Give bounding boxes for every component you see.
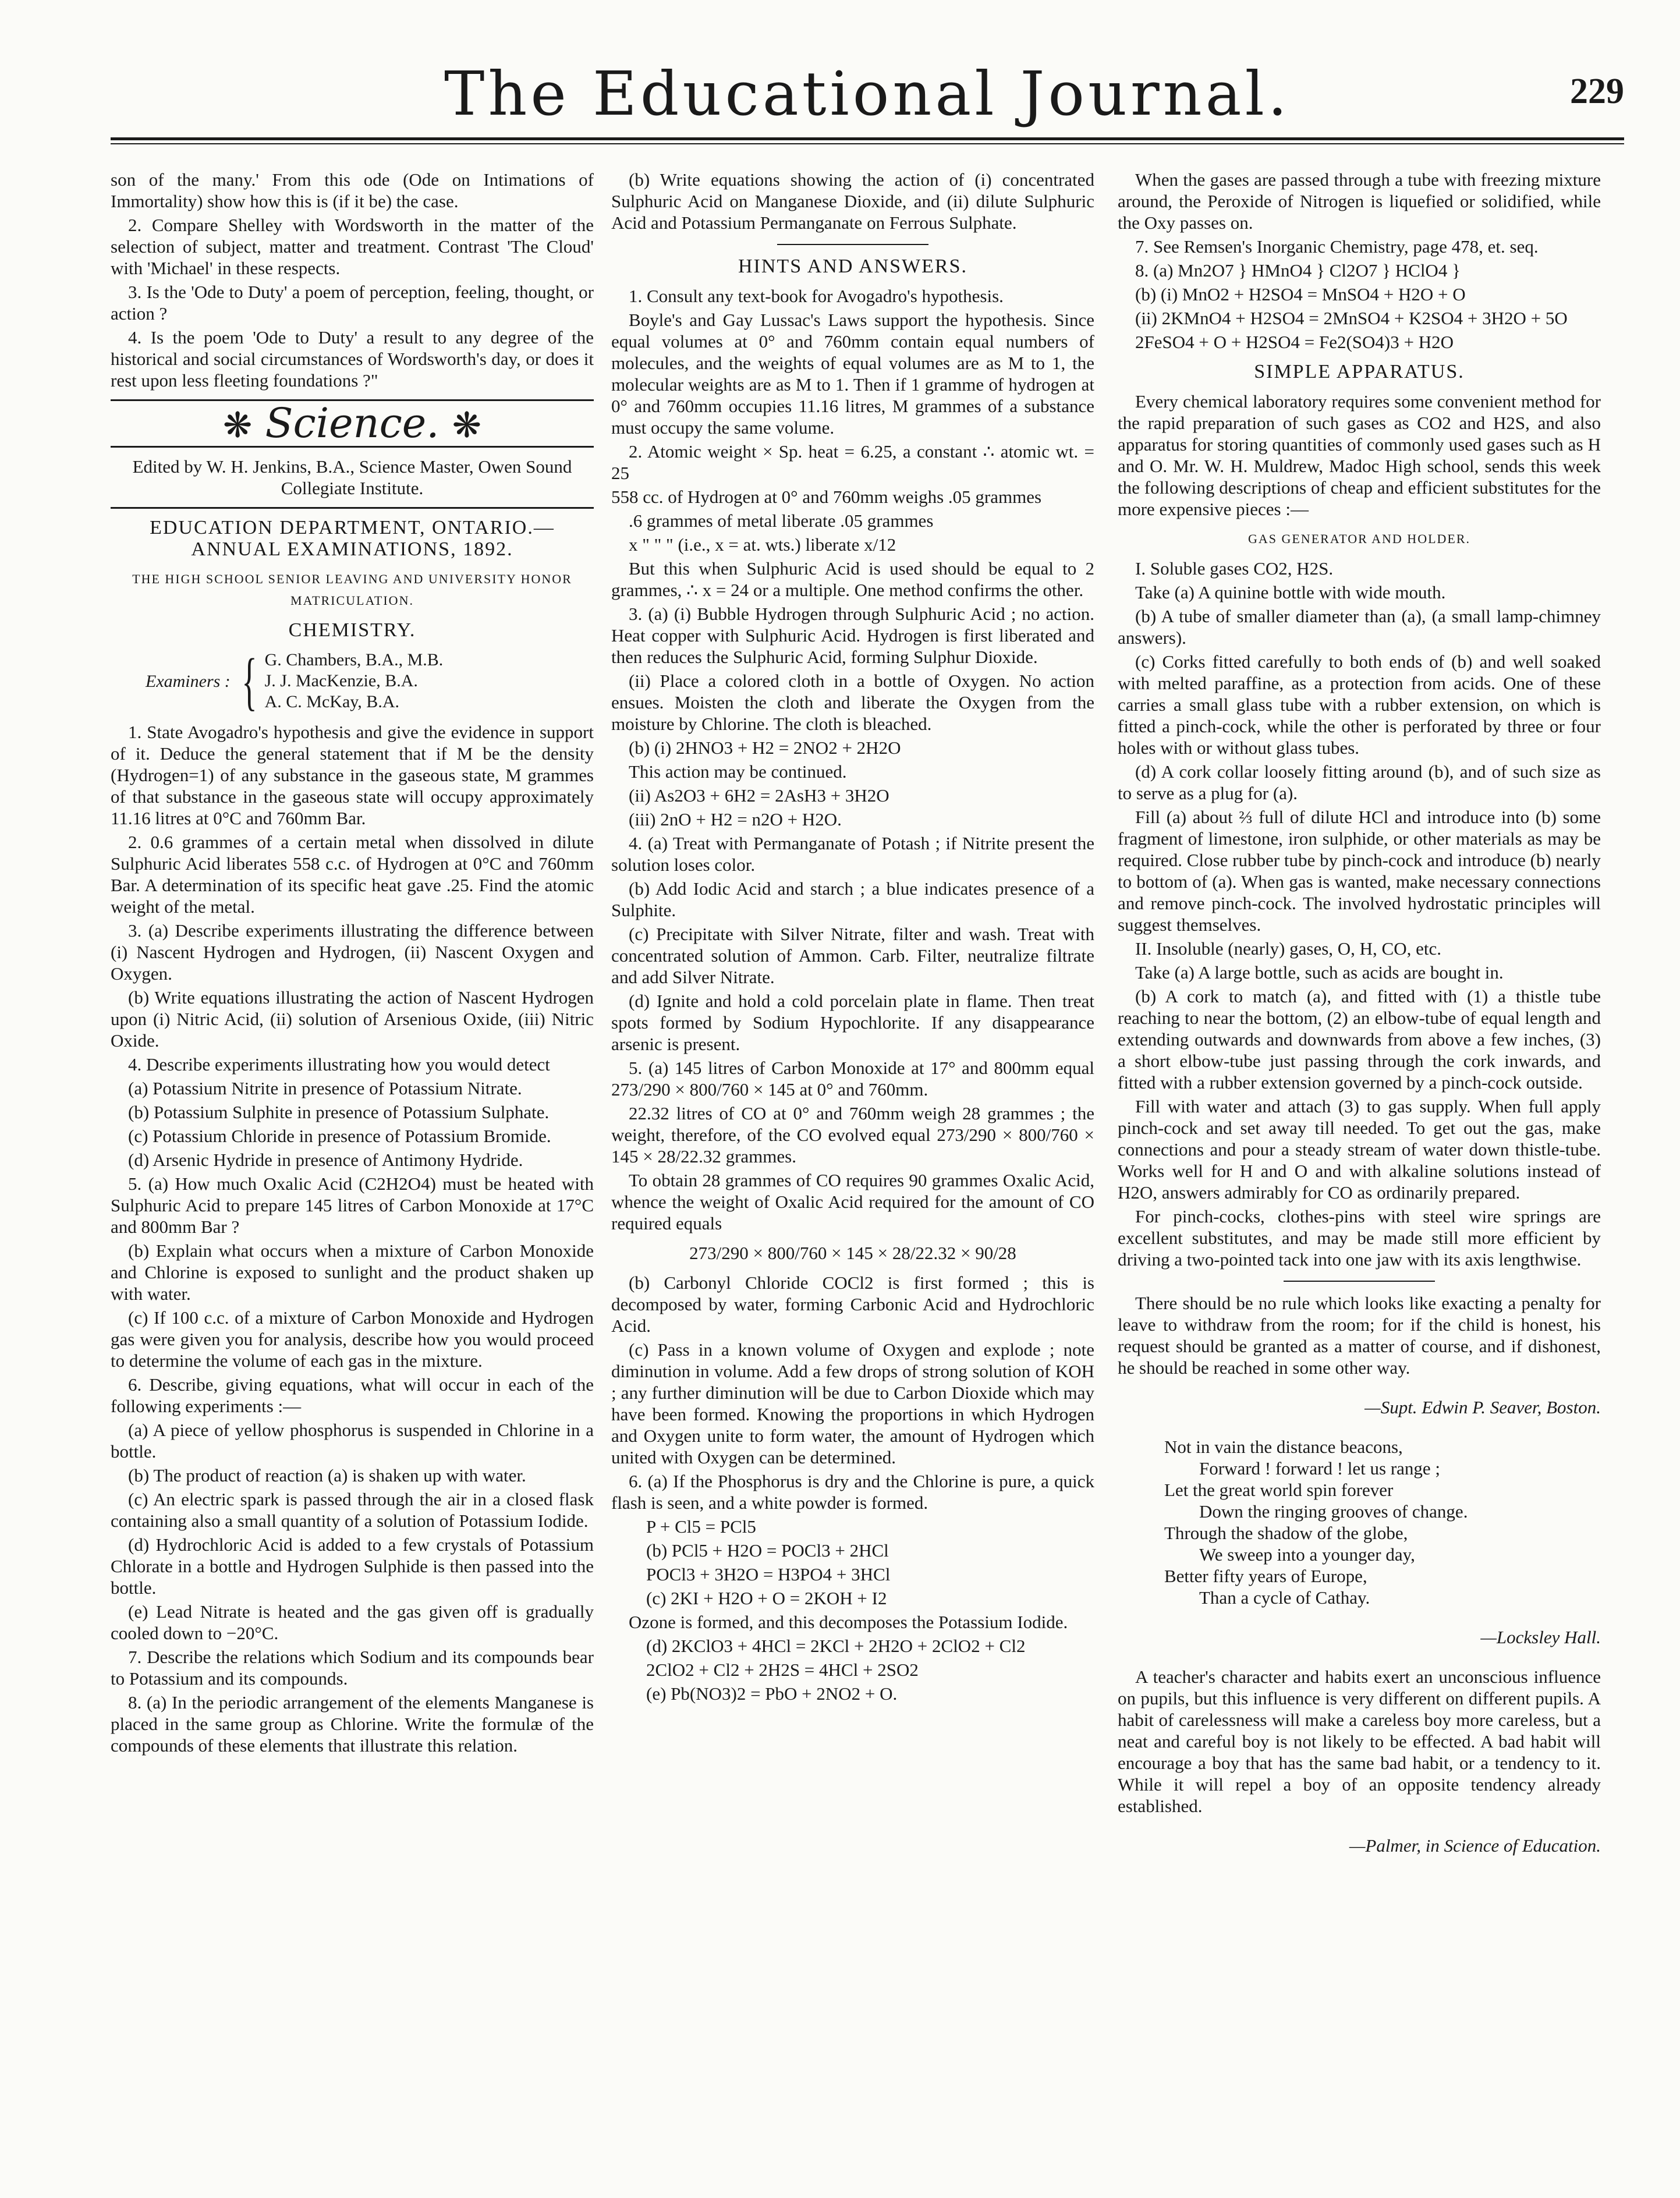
answer: 6. (a) If the Phosphorus is dry and the Chlorine is pure, a quick flash is seen, and a white powder is formed. bbox=[611, 1471, 1094, 1513]
section-divider bbox=[111, 507, 594, 509]
question: 7. Describe the relations which Sodium and its compounds bear to Potassium and its compounds. bbox=[111, 1647, 594, 1689]
paragraph: 4. Is the poem 'Ode to Duty' a result to any degree of the historical and social circumstances of Wordsworth's day, or does it rest upon less fleeting foundations ?" bbox=[111, 327, 594, 391]
answer: To obtain 28 grammes of CO requires 90 grammes Oxalic Acid, whence the weight of Oxalic Acid required for the amount of CO required equals bbox=[611, 1170, 1094, 1233]
examiner: J. J. MacKenzie, B.A. bbox=[264, 671, 418, 690]
question: (d) Arsenic Hydride in presence of Antimony Hydride. bbox=[128, 1150, 523, 1170]
paragraph: Take (a) A quinine bottle with wide mouth. bbox=[1135, 582, 1446, 602]
brace-icon: { bbox=[242, 646, 257, 717]
equation: (b) (i) 2HNO3 + H2 = 2NO2 + 2H2O bbox=[629, 738, 901, 758]
answer: x " " " (i.e., x = at. wts.) liberate x/12 bbox=[629, 534, 896, 555]
paragraph: (b) A cork to match (a), and fitted with (1) a thistle tube reaching to near the bottom, (2) an elbow-tube of equal length and extending outwards and downwards from above a few inches, (3) a short elbow-tube just passing through the cork inwards, and fitted with a rubber extension governed by a pinch-cock outside. bbox=[1118, 986, 1601, 1093]
answer: (d) Ignite and hold a cold porcelain plate in flame. Then treat spots formed by Sodium Hypochlorite. If any disappearance arsenic is present. bbox=[611, 991, 1094, 1054]
equation: (d) 2KClO3 + 4HCl = 2KCl + 2H2O + 2ClO2 + Cl2 bbox=[646, 1636, 1026, 1656]
poem-line: Let the great world spin forever bbox=[1164, 1480, 1394, 1500]
gas-generator-heading: GAS GENERATOR AND HOLDER. bbox=[1247, 531, 1471, 546]
question: 4. Describe experiments illustrating how you would detect bbox=[128, 1054, 550, 1075]
chemistry-heading: CHEMISTRY. bbox=[288, 619, 416, 641]
equation: (ii) As2O3 + 6H2 = 2AsH3 + 3H2O bbox=[629, 785, 889, 806]
poem-line: Better fifty years of Europe, bbox=[1164, 1566, 1367, 1586]
answer: Boyle's and Gay Lussac's Laws support the hypothesis. Since equal volumes at 0° and 760mm contain equal numbers of molecules, and the weights of equal volumes are as M to 1, the molecular weights are as M to 1. Then if 1 gramme of hydrogen at 0° and 760mm occupies 11.16 litres, M grammes of a substance must occupy the same volume. bbox=[611, 310, 1094, 438]
poem-line: Forward ! forward ! let us range ; bbox=[1199, 1458, 1441, 1479]
column-1 bbox=[111, 169, 594, 1759]
equation: 273/290 × 800/760 × 145 × 28/22.32 × 90/28 bbox=[689, 1243, 1016, 1263]
equation: POCl3 + 3H2O = H3PO4 + 3HCl bbox=[646, 1564, 891, 1584]
question: (c) An electric spark is passed through the air in a closed flask containing also a small quantity of a solution of Potassium Iodide. bbox=[111, 1489, 594, 1531]
column-3 bbox=[1118, 169, 1601, 1874]
equation: (b) (i) MnO2 + H2SO4 = MnSO4 + H2O + O bbox=[1135, 284, 1466, 304]
equation: 2ClO2 + Cl2 + 2H2S = 4HCl + 2SO2 bbox=[646, 1660, 919, 1680]
quote-attribution: —Supt. Edwin P. Seaver, Boston. bbox=[1364, 1397, 1601, 1417]
paragraph: When the gases are passed through a tube with freezing mixture around, the Peroxide of Nitrogen is liquefied or solidified, while the Oxy passes on. bbox=[1118, 169, 1601, 233]
paragraph: 3. Is the 'Ode to Duty' a poem of perception, feeling, thought, or action ? bbox=[111, 282, 594, 324]
divider bbox=[1284, 1281, 1435, 1282]
asterism-icon: ❋ bbox=[222, 405, 253, 446]
examiners-block bbox=[146, 646, 594, 717]
answer: (b) Add Iodic Acid and starch ; a blue indicates presence of a Sulphite. bbox=[611, 878, 1094, 920]
department-heading: EDUCATION DEPARTMENT, ONTARIO.— ANNUAL EXAMINATIONS, 1892. bbox=[150, 517, 555, 560]
answer: This action may be continued. bbox=[629, 761, 847, 782]
masthead bbox=[111, 58, 1624, 134]
question: (a) Potassium Nitrite in presence of Potassium Nitrate. bbox=[128, 1078, 522, 1098]
answer: 558 cc. of Hydrogen at 0° and 760mm weighs .05 grammes bbox=[611, 487, 1042, 507]
paragraph: Every chemical laboratory requires some convenient method for the rapid preparation of such gases as CO2 and H2S, and also apparatus for storing quantities of commonly used gases such as H and O. Mr. W. H. Muldrew, Madoc High school, sends this week the following descriptions of cheap and efficient substitutes for the more expensive pieces :— bbox=[1118, 391, 1601, 519]
examiners-label: Examiners : bbox=[146, 671, 231, 691]
paragraph: (b) A tube of smaller diameter than (a), (a small lamp-chimney answers). bbox=[1118, 606, 1601, 648]
poem-line: Not in vain the distance beacons, bbox=[1164, 1437, 1403, 1457]
question: (b) Potassium Sulphite in presence of Potassium Sulphate. bbox=[128, 1102, 550, 1122]
apparatus-heading: SIMPLE APPARATUS. bbox=[1254, 361, 1465, 382]
poem-line: Than a cycle of Cathay. bbox=[1199, 1587, 1370, 1608]
quote: A teacher's character and habits exert an unconscious influence on pupils, but this influence is very different on different pupils. A habit of carelessness will make a careless boy more careless, but a neat and careful boy is not likely to be effected. A bad habit will encourage a boy that has the same bad habit, or a tendency to it. While it will repel a boy of an opposite tendency already established. bbox=[1118, 1667, 1601, 1816]
paragraph: II. Insoluble (nearly) gases, O, H, CO, etc. bbox=[1135, 938, 1441, 959]
equation: (e) Pb(NO3)2 = PbO + 2NO2 + O. bbox=[646, 1683, 898, 1704]
question: (c) If 100 c.c. of a mixture of Carbon Monoxide and Hydrogen gas were given you for analysis, describe how you would proceed to determine the volume of each gas in the mixture. bbox=[111, 1307, 594, 1371]
hints-heading: HINTS AND ANSWERS. bbox=[738, 256, 967, 277]
question: 2. 0.6 grammes of a certain metal when dissolved in dilute Sulphuric Acid liberates 558 c.c. of Hydrogen at 0°C and 760mm Bar. A determination of its specific heat gave .25. Find the atomic weight of the metal. bbox=[111, 832, 594, 917]
paragraph: Fill (a) about ⅔ full of dilute HCl and introduce into (b) some fragment of limestone, iron sulphide, or other materials as may be required. Close rubber tube by pinch-cock and introduce (b) nearly to bottom of (a). When gas is wanted, make necessary connections and remove pinch-cock. The involved hydrostatic principles will suggest themselves. bbox=[1118, 807, 1601, 935]
examiner: A. C. McKay, B.A. bbox=[264, 692, 399, 711]
science-heading bbox=[111, 399, 594, 447]
examiners-list bbox=[265, 650, 444, 712]
question: (d) Hydrochloric Acid is added to a few crystals of Potassium Chlorate in a bottle and Hydrogen Sulphide is then passed into the bottle. bbox=[111, 1534, 594, 1598]
paragraph: For pinch-cocks, clothes-pins with steel wire springs are excellent substitutes, and may be made still more efficient by driving a two-pointed tack into one jaw with its axis lengthwise. bbox=[1118, 1206, 1601, 1270]
quote: There should be no rule which looks like exacting a penalty for leave to withdraw from the room; for if the child is honest, his request should be granted as a matter of course, and if dishonest, he should be reached in some other way. bbox=[1118, 1293, 1601, 1378]
asterism-icon: ❋ bbox=[452, 405, 482, 446]
question: (e) Lead Nitrate is heated and the gas given off is gradually cooled down to −20°C. bbox=[111, 1601, 594, 1643]
column-2 bbox=[611, 169, 1094, 1707]
question: (a) A piece of yellow phosphorus is suspended in Chlorine in a bottle. bbox=[111, 1420, 594, 1462]
poem-attribution: —Locksley Hall. bbox=[1480, 1627, 1601, 1647]
journal-title: The Educational Journal. bbox=[444, 58, 1291, 129]
poem-line: We sweep into a younger day, bbox=[1199, 1544, 1415, 1565]
poem-line: Down the ringing grooves of change. bbox=[1199, 1501, 1468, 1522]
header-rule-thin bbox=[111, 143, 1624, 144]
answer: .6 grammes of metal liberate .05 grammes bbox=[629, 510, 934, 531]
page-number: 229 bbox=[1570, 72, 1624, 111]
paragraph: son of the many.' From this ode (Ode on Intimations of Immortality) show how this is (if it be) the case. bbox=[111, 169, 594, 211]
paragraph: (d) A cork collar loosely fitting around (b), and of such size as to serve as a plug for (a). bbox=[1118, 761, 1601, 803]
answer: 4. (a) Treat with Permanganate of Potash ; if Nitrite present the solution loses color. bbox=[611, 833, 1094, 875]
answer: Ozone is formed, and this decomposes the Potassium Iodide. bbox=[629, 1612, 1068, 1632]
answer: 2. Atomic weight × Sp. heat = 6.25, a constant ∴ atomic wt. = 25 bbox=[611, 441, 1094, 483]
question: 6. Describe, giving equations, what will occur in each of the following experiments :— bbox=[111, 1374, 594, 1416]
examiner: G. Chambers, B.A., M.B. bbox=[264, 650, 444, 669]
paragraph: (b) Write equations showing the action of (i) concentrated Sulphuric Acid on Manganese Dioxide, and (ii) dilute Sulphuric Acid and Potassium Permanganate on Ferrous Sulphate. bbox=[611, 169, 1094, 233]
science-title: Science. bbox=[265, 399, 440, 447]
answer: 5. (a) 145 litres of Carbon Monoxide at 17° and 800mm equal 273/290 × 800/760 × 145 at 0° and 760mm. bbox=[611, 1058, 1094, 1100]
editor-credit: Edited by W. H. Jenkins, B.A., Science Master, Owen Sound Collegiate Institute. bbox=[132, 456, 572, 498]
equation: (iii) 2nO + H2 = n2O + H2O. bbox=[629, 809, 842, 829]
answer: (ii) Place a colored cloth in a bottle of Oxygen. No action ensues. Moisten the cloth and liberate the Oxygen from the moisture by Chlorine. The cloth is bleached. bbox=[611, 671, 1094, 734]
exam-subheading: THE HIGH SCHOOL SENIOR LEAVING AND UNIVERSITY HONOR MATRICULATION. bbox=[132, 572, 572, 608]
paragraph: 7. See Remsen's Inorganic Chemistry, page 478, et. seq. bbox=[1135, 236, 1539, 257]
question: (b) The product of reaction (a) is shaken up with water. bbox=[128, 1465, 526, 1486]
quote-attribution: —Palmer, in Science of Education. bbox=[1349, 1835, 1601, 1856]
paragraph: Fill with water and attach (3) to gas supply. When full apply pinch-cock and set away till needed. To get out the gas, make connections and pour a steady stream of water down thistle-tube. Works well for H and O and with alkaline solutions instead of H2O, answers admirably for CO as ordinarily prepared. bbox=[1118, 1096, 1601, 1203]
paragraph: Take (a) A large bottle, such as acids are bought in. bbox=[1135, 962, 1504, 983]
poem-line: Through the shadow of the globe, bbox=[1164, 1523, 1408, 1543]
answer: But this when Sulphuric Acid is used should be equal to 2 grammes, ∴ x = 24 or a multiple. One method confirms the other. bbox=[611, 558, 1094, 600]
question: (b) Write equations illustrating the action of Nascent Hydrogen upon (i) Nitric Acid, (ii) solution of Arsenious Oxide, (iii) Nitric Oxide. bbox=[111, 987, 594, 1051]
question: 3. (a) Describe experiments illustrating the difference between (i) Nascent Hydrogen and Hydrogen, (ii) Nascent Oxygen and Oxygen. bbox=[111, 920, 594, 984]
divider bbox=[777, 244, 928, 245]
equation: (c) 2KI + H2O + O = 2KOH + I2 bbox=[646, 1588, 887, 1608]
paragraph: (c) Corks fitted carefully to both ends of (b) and well soaked with melted paraffine, as a protection from acids. One of these carries a small glass tube with a rubber extension, on which is fitted a pinch-cock, while the other is perforated by three or four holes with or without glass tubes. bbox=[1118, 651, 1601, 758]
equation: P + Cl5 = PCl5 bbox=[646, 1516, 756, 1537]
equation: 8. (a) Mn2O7 } HMnO4 } Cl2O7 } HClO4 } bbox=[1135, 260, 1461, 281]
equation: (b) PCl5 + H2O = POCl3 + 2HCl bbox=[646, 1540, 889, 1561]
question: 5. (a) How much Oxalic Acid (C2H2O4) must be heated with Sulphuric Acid to prepare 145 litres of Carbon Monoxide at 17°C and 800mm Bar ? bbox=[111, 1174, 594, 1237]
question: 1. State Avogadro's hypothesis and give the evidence in support of it. Deduce the general statement that if M be the density (Hydrogen=1) of any substance in the gaseous state, M grammes of that substance in the gaseous state will occupy approximately 11.16 litres at 0°C and 760mm Bar. bbox=[111, 722, 594, 828]
question: 8. (a) In the periodic arrangement of the elements Manganese is placed in the same group as Chlorine. Write the formulæ of the compounds of these elements that illustrate this relation. bbox=[111, 1692, 594, 1756]
answer: (b) Carbonyl Chloride COCl2 is first formed ; this is decomposed by water, forming Carbonic Acid and Hydrochloric Acid. bbox=[611, 1272, 1094, 1336]
answer: (c) Pass in a known volume of Oxygen and explode ; note diminution in volume. Add a few drops of strong solution of KOH ; any further diminution will be due to Carbon Dioxide which may have been formed. Knowing the proportions in which Hydrogen and Oxygen unite to form water, the amount of Hydrogen which united with Oxygen can be determined. bbox=[611, 1339, 1094, 1467]
question: (c) Potassium Chloride in presence of Potassium Bromide. bbox=[128, 1126, 551, 1146]
answer: (c) Precipitate with Silver Nitrate, filter and wash. Treat with concentrated solution of Ammon. Carb. Filter, neutralize filtrate and add Silver Nitrate. bbox=[611, 924, 1094, 987]
paragraph: I. Soluble gases CO2, H2S. bbox=[1135, 558, 1334, 579]
answer: 22.32 litres of CO at 0° and 760mm weigh 28 grammes ; the weight, therefore, of the CO evolved equal 273/290 × 800/760 × 145 × 28/22.32 grammes. bbox=[611, 1103, 1094, 1167]
paragraph: 2. Compare Shelley with Wordsworth in the matter of the selection of subject, matter and treatment. Contrast 'The Cloud' with 'Michael' in these respects. bbox=[111, 215, 594, 278]
equation: (ii) 2KMnO4 + H2SO4 = 2MnSO4 + K2SO4 + 3H2O + 5O bbox=[1135, 308, 1568, 328]
question: (b) Explain what occurs when a mixture of Carbon Monoxide and Chlorine is exposed to sunlight and the product shaken up with water. bbox=[111, 1240, 594, 1304]
equation: 2FeSO4 + O + H2SO4 = Fe2(SO4)3 + H2O bbox=[1135, 332, 1454, 352]
header-rule bbox=[111, 137, 1624, 140]
answer: 3. (a) (i) Bubble Hydrogen through Sulphuric Acid ; no action. Heat copper with Sulphuric Acid. Hydrogen is first liberated and then reduces the Sulphuric Acid, forming Sulphur Dioxide. bbox=[611, 604, 1094, 667]
answer: 1. Consult any text-book for Avogadro's hypothesis. bbox=[629, 286, 1004, 306]
